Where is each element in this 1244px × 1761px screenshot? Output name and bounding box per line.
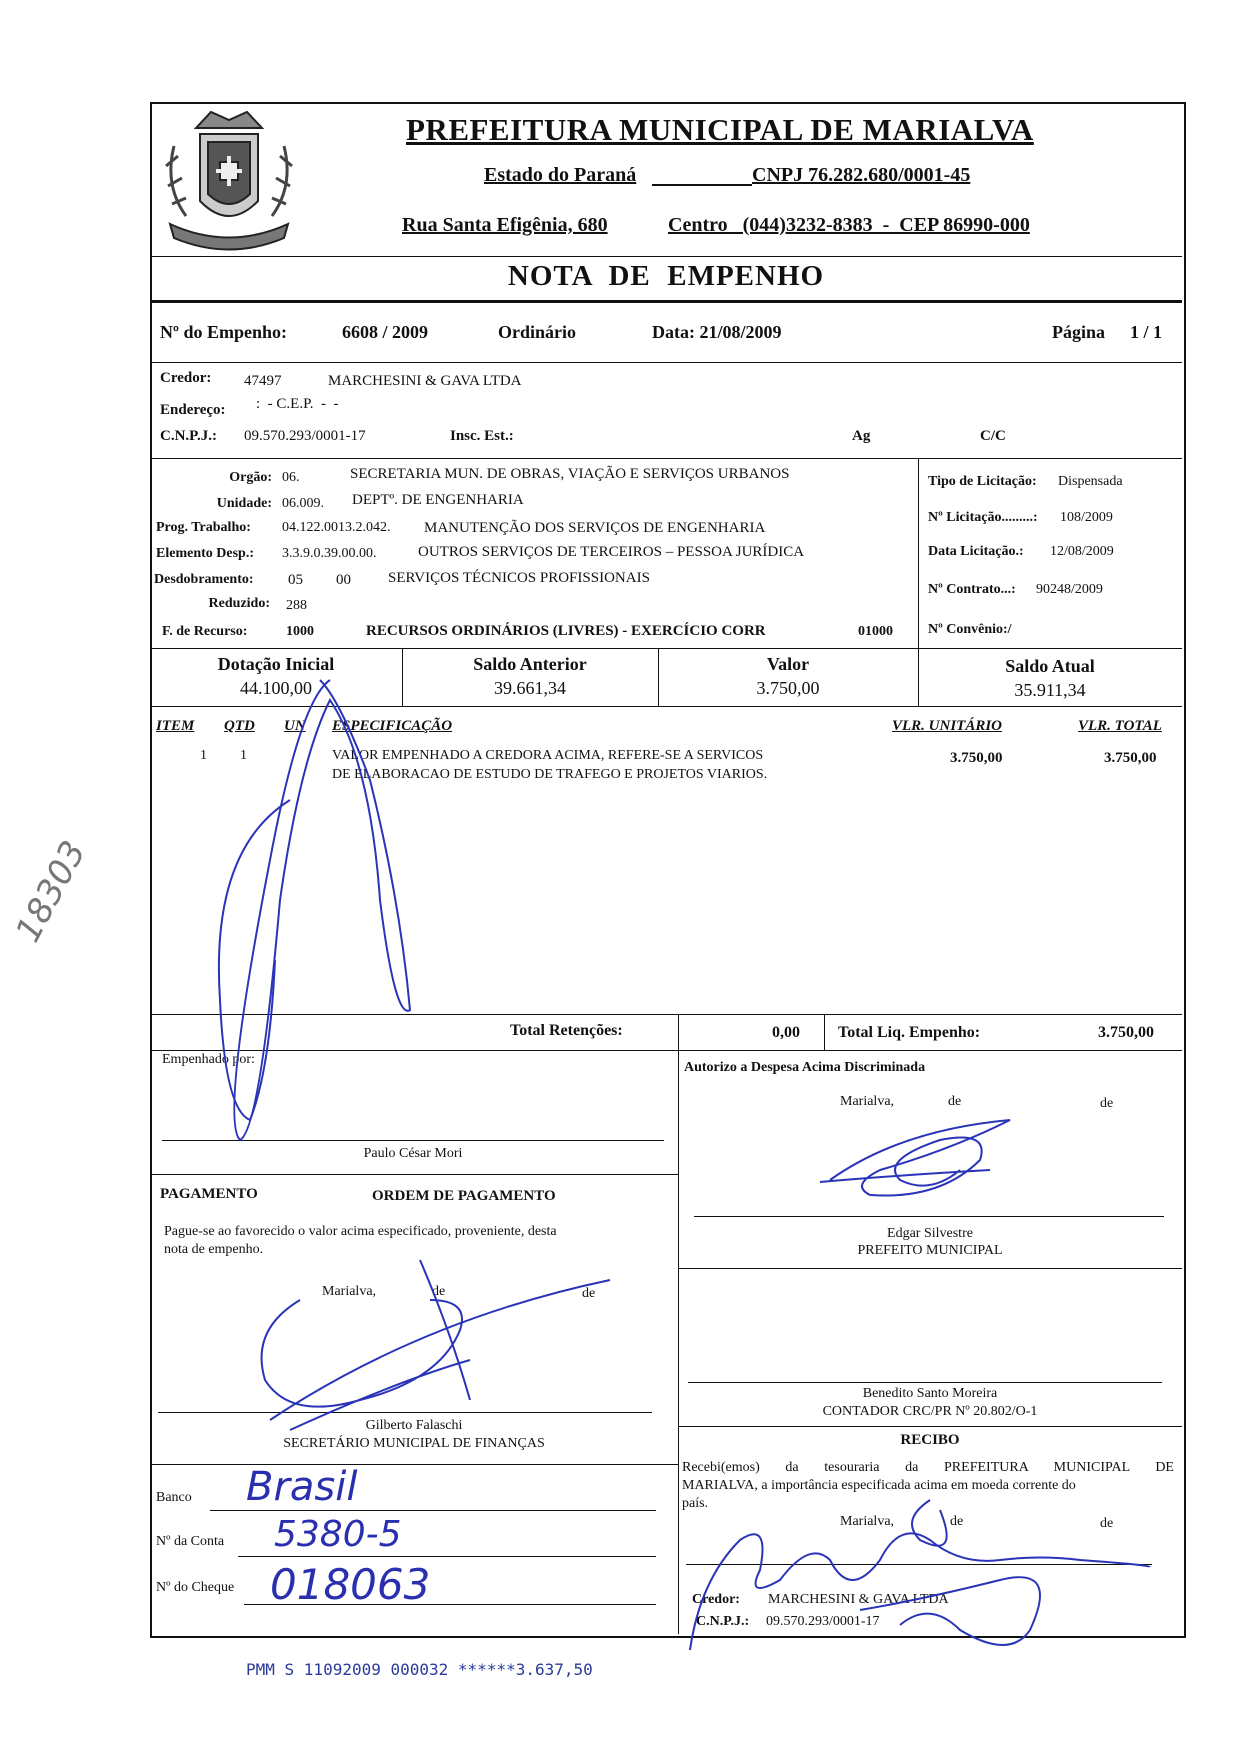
empenho-label: Nº do Empenho: — [160, 322, 287, 342]
row-spec-line1: VALOR EMPENHADO A CREDORA ACIMA, REFERE-SE A SERVICOS — [332, 748, 764, 763]
recurso-ref: 01000 — [858, 624, 893, 639]
valor-value: 3.750,00 — [756, 678, 820, 698]
convenio-label: Nº Convênio:/ — [928, 622, 1012, 637]
contrato-label: Nº Contrato...: — [928, 582, 1016, 597]
desdob-b: 00 — [336, 572, 351, 588]
dotacao-value: 44.100,00 — [240, 678, 312, 698]
cheque-value: 018063 — [270, 1560, 431, 1609]
unidade-label: Unidade: — [216, 496, 272, 511]
signature-empenhado-loop — [219, 800, 290, 1120]
anterior-value: 39.661,34 — [494, 678, 566, 698]
recibo-city: Marialva, — [840, 1514, 895, 1529]
row-unit: 3.750,00 — [950, 750, 1003, 766]
empenho-type: Ordinário — [498, 322, 577, 342]
tipo-licitacao-label: Tipo de Licitação: — [928, 474, 1037, 489]
contador-role: CONTADOR CRC/PR Nº 20.802/O-1 — [822, 1404, 1038, 1419]
desdob-name: SERVIÇOS TÉCNICOS PROFISSIONAIS — [388, 570, 650, 586]
header-cnpj: CNPJ 76.282.680/0001-45 — [752, 164, 971, 186]
orgao-label: Orgão: — [229, 470, 272, 485]
conta-value: 5380-5 — [274, 1514, 402, 1555]
row-total: 3.750,00 — [1104, 750, 1157, 766]
pagamento-label: PAGAMENTO — [160, 1186, 258, 1202]
recibo-text1: Recebi(emos) da tesouraria da PREFEITURA MUNICIPAL DE — [682, 1460, 1174, 1475]
unidade-name: DEPTº. DE ENGENHARIA — [352, 492, 524, 508]
header-contact: Centro (044)3232-8383 - CEP 86990-000 — [668, 214, 1030, 236]
elemento-code: 3.3.9.0.39.00.00. — [282, 546, 377, 561]
orgao-name: SECRETARIA MUN. DE OBRAS, VIAÇÃO E SERVIÇOS URBANOS — [350, 466, 790, 482]
prefeito-name: Edgar Silvestre — [887, 1226, 973, 1241]
empenhado-name: Paulo César Mori — [363, 1146, 463, 1161]
conta-label: Nº da Conta — [156, 1534, 225, 1549]
secretario-role: SECRETÁRIO MUNICIPAL DE FINANÇAS — [283, 1436, 545, 1451]
cnpj-value: 09.570.293/0001-17 — [244, 428, 366, 444]
data-licitacao-value: 12/08/2009 — [1050, 544, 1114, 559]
contrato-value: 90248/2009 — [1036, 582, 1103, 597]
secretario-name: Gilberto Falaschi — [365, 1418, 463, 1433]
recurso-code: 1000 — [286, 624, 314, 639]
retencoes-label: Total Retenções: — [510, 1022, 623, 1039]
signature-prefeito — [820, 1120, 1010, 1196]
autorizo-label: Autorizo a Despesa Acima Discriminada — [684, 1060, 926, 1075]
orgao-code: 06. — [282, 470, 300, 485]
document-title: NOTA DE EMPENHO — [507, 260, 825, 292]
row-qtd: 1 — [240, 748, 247, 763]
page-number: 1 / 1 — [1130, 322, 1163, 342]
credor-code: 47497 — [244, 373, 282, 389]
cnpj-label: C.N.P.J.: — [160, 428, 217, 444]
unidade-code: 06.009. — [282, 496, 324, 511]
recibo-title: RECIBO — [900, 1432, 960, 1448]
pagamento-text2: nota de empenho. — [164, 1242, 264, 1257]
ag-label: Ag — [852, 428, 871, 444]
recibo-text3: país. — [682, 1496, 709, 1511]
signature-secretario — [262, 1260, 610, 1430]
cc-label: C/C — [980, 428, 1006, 444]
row-spec-line2: DE ELABORACAO DE ESTUDO DE TRAFEGO E PROJETOS VIARIOS. — [332, 767, 768, 782]
col-un: UN — [284, 718, 306, 734]
col-spec: ESPECIFICAÇÃO — [332, 718, 453, 734]
prog-code: 04.122.0013.2.042. — [282, 520, 391, 535]
atual-value: 35.911,34 — [1014, 680, 1086, 700]
elemento-label: Elemento Desp.: — [156, 546, 254, 561]
pagamento-text1: Pague-se ao favorecido o valor acima especificado, proveniente, desta — [164, 1224, 557, 1239]
num-licitacao-value: 108/2009 — [1060, 510, 1113, 525]
address-label: Endereço: — [160, 402, 226, 418]
data-licitacao-label: Data Licitação.: — [928, 544, 1024, 559]
elemento-name: OUTROS SERVIÇOS DE TERCEIROS – PESSOA JURÍDICA — [418, 544, 805, 560]
pagamento-city: Marialva, — [322, 1284, 377, 1299]
reduzido-label: Reduzido: — [208, 596, 270, 611]
ordem-label: ORDEM DE PAGAMENTO — [372, 1188, 556, 1204]
pagamento-de2: de — [582, 1286, 596, 1301]
recibo-cnpj-label: C.N.P.J.: — [696, 1614, 750, 1629]
autorizo-city: Marialva, — [840, 1094, 895, 1109]
num-licitacao-label: Nº Licitação.........: — [928, 510, 1038, 525]
autorizo-de1: de — [948, 1094, 962, 1109]
prefeito-role: PREFEITO MUNICIPAL — [857, 1243, 1003, 1258]
recibo-text2: MARIALVA, a importância especificada acima em moeda corrente do — [682, 1478, 1076, 1493]
col-total: VLR. TOTAL — [1078, 718, 1162, 734]
anterior-label: Saldo Anterior — [473, 654, 587, 674]
col-item: ITEM — [156, 718, 195, 734]
header-title: PREFEITURA MUNICIPAL DE MARIALVA — [406, 112, 1034, 147]
recibo-de2: de — [1100, 1516, 1114, 1531]
retencoes-value: 0,00 — [772, 1024, 800, 1041]
header-address: Rua Santa Efigênia, 680 — [402, 214, 608, 236]
dotacao-label: Dotação Inicial — [217, 654, 335, 674]
desdob-label: Desdobramento: — [154, 572, 254, 587]
liq-label: Total Liq. Empenho: — [838, 1024, 981, 1041]
cheque-label: Nº do Cheque — [156, 1580, 235, 1595]
valor-label: Valor — [766, 654, 810, 674]
recibo-credor-name: MARCHESINI & GAVA LTDA — [768, 1592, 949, 1607]
desdob-a: 05 — [288, 572, 303, 588]
banco-label: Banco — [156, 1490, 192, 1505]
credor-name: MARCHESINI & GAVA LTDA — [328, 373, 522, 389]
payment-stamp: PMM S 11092009 000032 ******3.637,50 — [246, 1660, 593, 1679]
col-qtd: QTD — [224, 718, 255, 734]
empenhado-label: Empenhado por: — [162, 1052, 255, 1067]
address-value: : - C.E.P. - - — [256, 396, 339, 412]
signature-empenhado — [234, 680, 410, 1140]
reduzido-value: 288 — [286, 598, 307, 613]
recibo-cnpj-value: 09.570.293/0001-17 — [766, 1614, 880, 1629]
tipo-licitacao-value: Dispensada — [1058, 474, 1123, 489]
col-unit: VLR. UNITÁRIO — [892, 718, 1003, 734]
insc-label: Insc. Est.: — [450, 428, 514, 444]
pagamento-de1: de — [432, 1284, 446, 1299]
margin-note: 18303 — [8, 834, 95, 949]
recurso-label: F. de Recurso: — [162, 624, 248, 639]
recurso-name: RECURSOS ORDINÁRIOS (LIVRES) - EXERCÍCIO CORR — [366, 623, 766, 639]
signature-recibo — [690, 1500, 1150, 1650]
empenho-number: 6608 / 2009 — [342, 322, 429, 342]
contador-name: Benedito Santo Moreira — [862, 1386, 998, 1401]
credor-label: Credor: — [160, 370, 212, 386]
page-label: Página — [1052, 322, 1106, 342]
autorizo-de2: de — [1100, 1096, 1114, 1111]
liq-value: 3.750,00 — [1098, 1024, 1154, 1041]
banco-value: Brasil — [246, 1464, 358, 1510]
recibo-de1: de — [950, 1514, 964, 1529]
header-state: Estado do Paraná — [484, 164, 637, 186]
prog-name: MANUTENÇÃO DOS SERVIÇOS DE ENGENHARIA — [424, 520, 766, 536]
empenho-date: Data: 21/08/2009 — [652, 322, 782, 342]
prog-label: Prog. Trabalho: — [156, 520, 251, 535]
recibo-credor-label: Credor: — [692, 1592, 740, 1607]
atual-label: Saldo Atual — [1005, 656, 1095, 676]
row-item: 1 — [200, 748, 207, 763]
